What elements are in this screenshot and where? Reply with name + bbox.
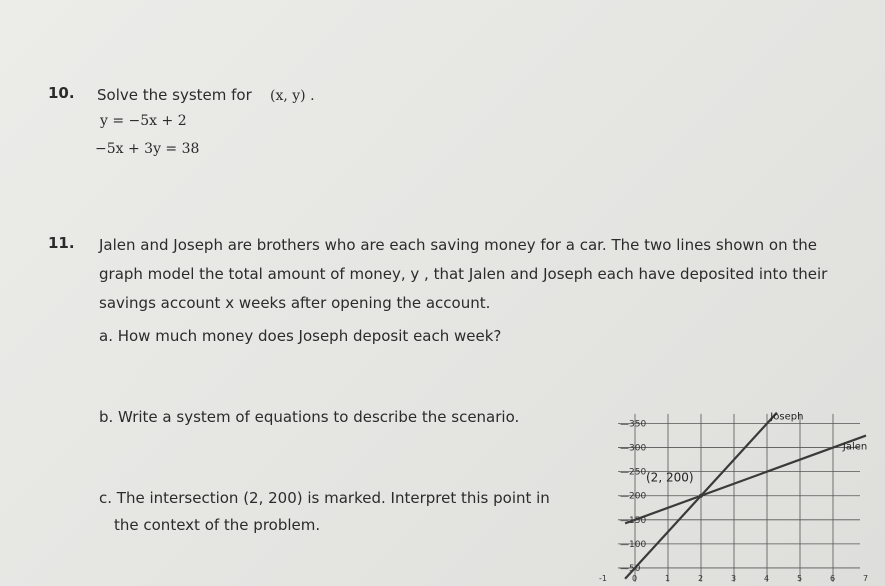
x-tick-label: 4 xyxy=(764,574,770,583)
intersection-label: (2, 200) xyxy=(646,470,694,485)
question-10-equation-1: y = −5x + 2 xyxy=(100,113,187,129)
y-tick-label: —200 xyxy=(620,491,647,502)
x-tick-label: 2 xyxy=(698,574,704,583)
x-tick-label: 6 xyxy=(830,574,836,583)
y-tick-label: —350 xyxy=(620,419,647,430)
question-10-prompt: Solve the system for xyxy=(97,86,252,104)
series-label-jalen: Jalen xyxy=(842,441,868,453)
x-tick-label: 5 xyxy=(797,574,803,583)
y-tick-label: —150 xyxy=(620,515,647,526)
question-11-line-3: savings account x weeks after opening the account. xyxy=(99,294,491,312)
question-11-part-a: a. How much money does Joseph deposit each week? xyxy=(99,327,502,345)
x-tick-label: 7 xyxy=(863,574,869,583)
question-10-equation-2: −5x + 3y = 38 xyxy=(95,141,200,157)
question-10-variables: (x, y) . xyxy=(270,88,315,104)
x-tick-label: -1 xyxy=(599,574,607,583)
x-tick-label: 0 xyxy=(632,574,638,583)
x-tick-label: 1 xyxy=(665,574,671,583)
question-11-number: 11. xyxy=(48,234,75,252)
question-10-number: 10. xyxy=(48,84,75,102)
intersection-point xyxy=(699,494,703,498)
y-tick-label: —50 xyxy=(620,563,641,574)
savings-graph xyxy=(600,330,870,586)
y-tick-label: —300 xyxy=(620,443,647,454)
question-11-part-c-line-2: the context of the problem. xyxy=(114,516,321,534)
x-tick-label: 3 xyxy=(731,574,737,583)
series-label-joseph: Joseph xyxy=(770,411,804,423)
question-11-line-1: Jalen and Joseph are brothers who are each saving money for a car. The two lines shown on the xyxy=(99,236,817,254)
y-tick-label: —100 xyxy=(620,539,647,550)
question-11-part-c-line-1: c. The intersection (2, 200) is marked. Interpret this point in xyxy=(99,489,550,507)
question-11-line-2: graph model the total amount of money, y , that Jalen and Joseph each have deposited into their xyxy=(99,265,828,283)
y-tick-label: —250 xyxy=(620,467,647,478)
question-11-part-b: b. Write a system of equations to describe the scenario. xyxy=(99,408,520,426)
